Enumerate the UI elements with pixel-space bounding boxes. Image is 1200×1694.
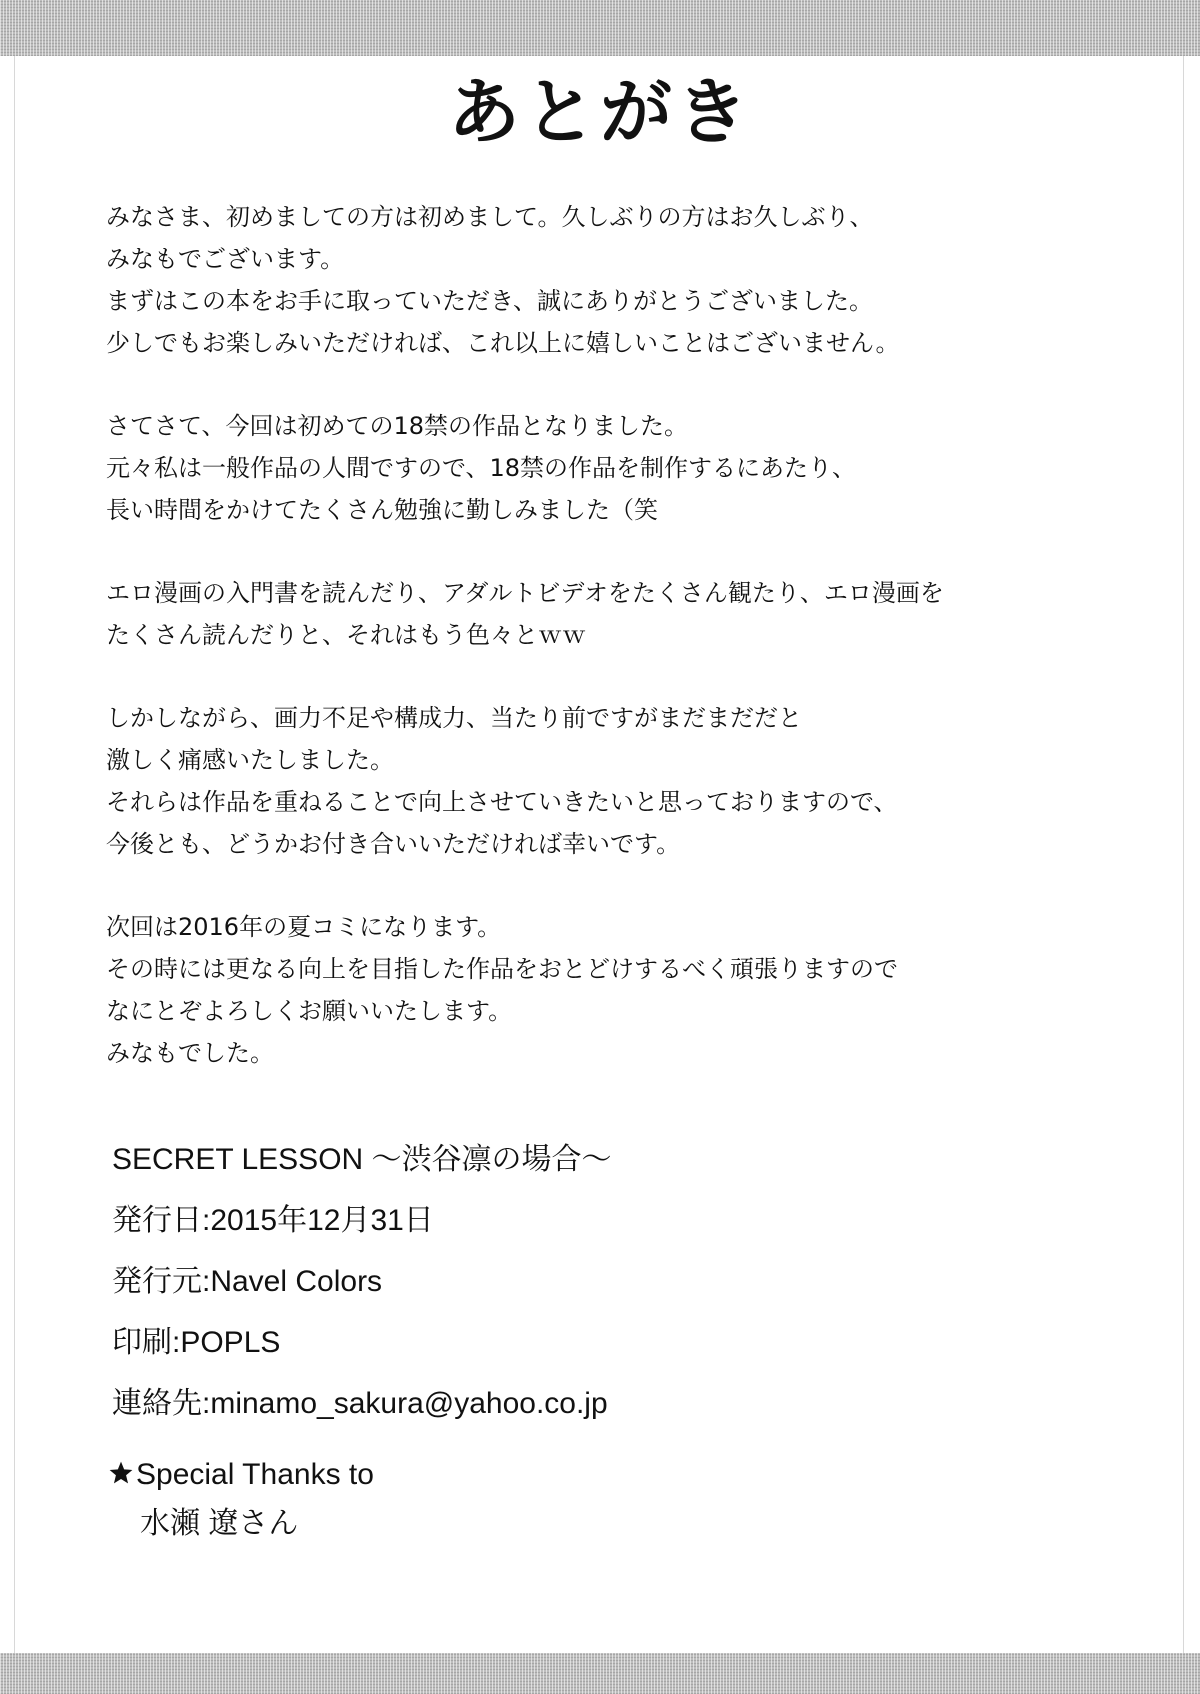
book-title: SECRET LESSON ～渋谷凛の場合～ [112, 1143, 612, 1176]
text-line: さてさて、今回は初めての18禁の作品となりました。 [106, 412, 689, 440]
printer: 印刷:POPLS [112, 1326, 281, 1359]
afterword-body [106, 196, 1126, 1115]
text-line: 激しく痛感いたしました。 [106, 746, 394, 774]
special-thanks [108, 1455, 708, 1544]
paragraph-next-time [106, 906, 1126, 1074]
text-line: 今後とも、どうかお付き合いいただければ幸いです。 [106, 830, 681, 858]
text-line: 元々私は一般作品の人間ですので、18禁の作品を制作するにあたり、 [106, 454, 857, 482]
text-line: なにとぞよろしくお願いいたします。 [106, 997, 513, 1025]
text-line: みなもでした。 [106, 1039, 274, 1067]
text-line: 少しでもお楽しみいただければ、これ以上に嬉しいことはございません。 [106, 329, 900, 357]
paragraph-reflection [106, 697, 1126, 865]
text-line: 次回は2016年の夏コミになります。 [106, 913, 502, 941]
scan-edge-bottom [0, 1653, 1200, 1694]
paragraph-greeting [106, 196, 1126, 364]
text-line: まずはこの本をお手に取っていただき、誠にありがとうございました。 [106, 287, 874, 315]
page-title: あとがき [447, 69, 752, 154]
scan-edge-top [0, 0, 1200, 56]
special-thanks-heading [108, 1455, 708, 1495]
text-line: みなさま、初めましての方は初めまして。久しぶりの方はお久しぶり、 [106, 203, 874, 231]
text-line: その時には更なる向上を目指した作品をおとどけするべく頑張りますので [106, 955, 898, 983]
text-line: しかしながら、画力不足や構成力、当たり前ですがまだまだだと [106, 704, 802, 732]
text-line: エロ漫画の入門書を読んだり、アダルトビデオをたくさん観たり、エロ漫画を [106, 579, 944, 607]
special-thanks-label: Special Thanks to [136, 1458, 374, 1491]
colophon [112, 1140, 1012, 1445]
text-line: みなもでございます。 [106, 245, 345, 273]
star-icon [108, 1460, 134, 1486]
paragraph-first-work [106, 405, 1126, 531]
paragraph-research [106, 572, 1126, 656]
special-thanks-name: 水瀬 遼さん [140, 1507, 299, 1540]
issue-date: 発行日:2015年12月31日 [112, 1204, 434, 1237]
publisher: 発行元:Navel Colors [112, 1265, 383, 1298]
text-line: それらは作品を重ねることで向上させていきたいと思っておりますので、 [106, 788, 898, 816]
contact-email: 連絡先:minamo_sakura@yahoo.co.jp [112, 1387, 608, 1420]
text-line: 長い時間をかけてたくさん勉強に勤しみました（笑 [106, 496, 658, 524]
text-line: たくさん読んだりと、それはもう色々とｗｗ [106, 621, 586, 649]
